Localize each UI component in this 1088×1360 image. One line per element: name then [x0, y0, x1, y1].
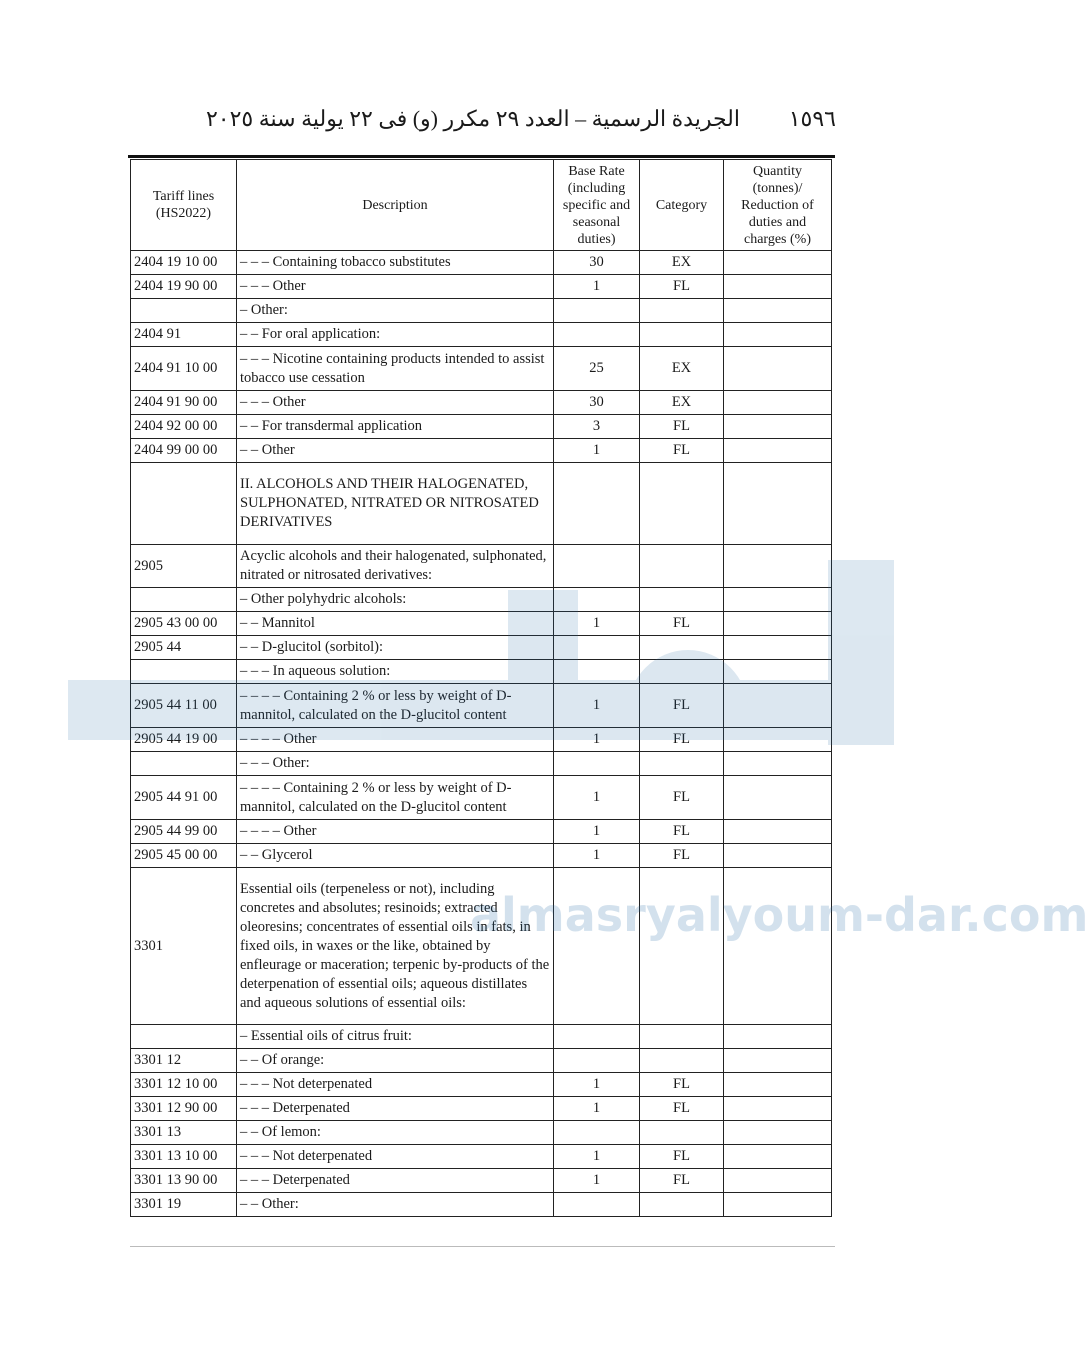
category-cell: FL	[640, 728, 724, 752]
category-cell	[640, 588, 724, 612]
table-row	[131, 323, 832, 347]
category-cell: FL	[640, 612, 724, 636]
category-cell	[640, 1049, 724, 1073]
tariff-code-cell: 2404 91 90 00	[131, 391, 237, 415]
page-header	[130, 106, 836, 140]
base-rate-cell: 1	[554, 728, 640, 752]
quantity-cell	[724, 752, 832, 776]
column-header-description: Description	[237, 160, 554, 251]
quantity-cell	[724, 1145, 832, 1169]
base-rate-cell	[554, 1193, 640, 1217]
footer-rule	[130, 1246, 835, 1247]
category-cell	[640, 752, 724, 776]
description-cell: – – – Other:	[237, 752, 554, 776]
tariff-code-cell	[131, 299, 237, 323]
table-row	[131, 844, 832, 868]
base-rate-cell: 1	[554, 439, 640, 463]
base-rate-cell: 3	[554, 415, 640, 439]
tariff-table-body	[131, 251, 832, 1217]
description-cell: – – – Other	[237, 275, 554, 299]
category-cell	[640, 636, 724, 660]
table-row	[131, 728, 832, 752]
table-row	[131, 299, 832, 323]
table-row	[131, 391, 832, 415]
base-rate-cell	[554, 299, 640, 323]
category-cell: EX	[640, 347, 724, 391]
category-cell	[640, 299, 724, 323]
tariff-code-cell	[131, 1025, 237, 1049]
table-row	[131, 347, 832, 391]
base-rate-cell	[554, 463, 640, 545]
base-rate-cell: 1	[554, 776, 640, 820]
description-cell: – Essential oils of citrus fruit:	[237, 1025, 554, 1049]
quantity-cell	[724, 1073, 832, 1097]
category-cell	[640, 545, 724, 588]
table-row	[131, 545, 832, 588]
description-cell: – – – – Containing 2 % or less by weight of D-mannitol, calculated on the D-glucitol content	[237, 776, 554, 820]
tariff-code-cell: 2404 99 00 00	[131, 439, 237, 463]
description-cell: Acyclic alcohols and their halogenated, sulphonated, nitrated or nitrosated derivatives:	[237, 545, 554, 588]
category-cell: FL	[640, 1097, 724, 1121]
base-rate-cell	[554, 1025, 640, 1049]
quantity-cell	[724, 347, 832, 391]
description-cell: – – – – Other	[237, 728, 554, 752]
table-row	[131, 1025, 832, 1049]
tariff-code-cell	[131, 752, 237, 776]
quantity-cell	[724, 776, 832, 820]
table-row	[131, 439, 832, 463]
tariff-code-cell: 2404 19 10 00	[131, 251, 237, 275]
description-cell: II. ALCOHOLS AND THEIR HALOGENATED, SULPHONATED, NITRATED OR NITROSATED DERIVATIVES	[237, 463, 554, 545]
quantity-cell	[724, 439, 832, 463]
description-cell: – – Mannitol	[237, 612, 554, 636]
tariff-code-cell: 2905 44 91 00	[131, 776, 237, 820]
quantity-cell	[724, 588, 832, 612]
description-cell: – – Other	[237, 439, 554, 463]
tariff-code-cell: 2905 45 00 00	[131, 844, 237, 868]
base-rate-cell: 30	[554, 251, 640, 275]
quantity-cell	[724, 1049, 832, 1073]
base-rate-cell: 1	[554, 275, 640, 299]
base-rate-cell: 1	[554, 1097, 640, 1121]
category-cell: FL	[640, 820, 724, 844]
tariff-code-cell: 3301 12	[131, 1049, 237, 1073]
description-cell: – – – Deterpenated	[237, 1169, 554, 1193]
table-row	[131, 1049, 832, 1073]
category-cell: FL	[640, 776, 724, 820]
description-cell: – – – Not deterpenated	[237, 1073, 554, 1097]
category-cell	[640, 1193, 724, 1217]
category-cell	[640, 1025, 724, 1049]
column-header-quantity: Quantity (tonnes)/ Reduction of duties and charges (%)	[724, 160, 832, 251]
tariff-code-cell: 2404 91 10 00	[131, 347, 237, 391]
base-rate-cell: 1	[554, 1073, 640, 1097]
tariff-code-cell: 2404 92 00 00	[131, 415, 237, 439]
quantity-cell	[724, 323, 832, 347]
category-cell	[640, 463, 724, 545]
description-cell: – – D-glucitol (sorbitol):	[237, 636, 554, 660]
table-row	[131, 275, 832, 299]
quantity-cell	[724, 391, 832, 415]
description-cell: – – For oral application:	[237, 323, 554, 347]
category-cell: FL	[640, 844, 724, 868]
quantity-cell	[724, 868, 832, 1025]
tariff-code-cell: 3301 12 10 00	[131, 1073, 237, 1097]
quantity-cell	[724, 1193, 832, 1217]
description-cell: – – – Deterpenated	[237, 1097, 554, 1121]
tariff-code-cell	[131, 588, 237, 612]
tariff-code-cell: 3301	[131, 868, 237, 1025]
quantity-cell	[724, 545, 832, 588]
description-cell: – – Other:	[237, 1193, 554, 1217]
quantity-cell	[724, 728, 832, 752]
watermark-url: almasryalyoum-dar.com	[470, 888, 1088, 942]
table-row	[131, 1169, 832, 1193]
tariff-code-cell: 3301 13 90 00	[131, 1169, 237, 1193]
table-row	[131, 1121, 832, 1145]
category-cell: FL	[640, 439, 724, 463]
quantity-cell	[724, 684, 832, 728]
base-rate-cell: 1	[554, 844, 640, 868]
table-row	[131, 251, 832, 275]
quantity-cell	[724, 612, 832, 636]
tariff-code-cell: 3301 13 10 00	[131, 1145, 237, 1169]
quantity-cell	[724, 820, 832, 844]
base-rate-cell	[554, 868, 640, 1025]
base-rate-cell	[554, 1049, 640, 1073]
quantity-cell	[724, 1121, 832, 1145]
description-cell: – – – Nicotine containing products intended to assist tobacco use cessation	[237, 347, 554, 391]
tariff-code-cell: 2404 91	[131, 323, 237, 347]
page-number: ١٥٩٦	[788, 106, 836, 131]
description-cell: – – For transdermal application	[237, 415, 554, 439]
category-cell: FL	[640, 1073, 724, 1097]
tariff-code-cell	[131, 463, 237, 545]
column-header-tariff-lines: Tariff lines (HS2022)	[131, 160, 237, 251]
table-row	[131, 776, 832, 820]
category-cell: FL	[640, 1145, 724, 1169]
base-rate-cell: 1	[554, 820, 640, 844]
category-cell	[640, 323, 724, 347]
quantity-cell	[724, 275, 832, 299]
tariff-code-cell: 3301 13	[131, 1121, 237, 1145]
column-header-category: Category	[640, 160, 724, 251]
quantity-cell	[724, 299, 832, 323]
quantity-cell	[724, 844, 832, 868]
base-rate-cell	[554, 752, 640, 776]
base-rate-cell	[554, 1121, 640, 1145]
category-cell	[640, 868, 724, 1025]
tariff-code-cell: 2905 44	[131, 636, 237, 660]
table-row	[131, 1145, 832, 1169]
description-cell: – – Of orange:	[237, 1049, 554, 1073]
quantity-cell	[724, 1025, 832, 1049]
description-cell: – – – In aqueous solution:	[237, 660, 554, 684]
description-cell: – – – – Other	[237, 820, 554, 844]
tariff-code-cell: 2905 44 11 00	[131, 684, 237, 728]
category-cell: FL	[640, 684, 724, 728]
table-row	[131, 415, 832, 439]
tariff-code-cell: 3301 19	[131, 1193, 237, 1217]
quantity-cell	[724, 1169, 832, 1193]
description-cell: – – – Containing tobacco substitutes	[237, 251, 554, 275]
description-cell: – – – – Containing 2 % or less by weight of D-mannitol, calculated on the D-glucitol content	[237, 684, 554, 728]
table-row	[131, 820, 832, 844]
tariff-code-cell: 2905 43 00 00	[131, 612, 237, 636]
quantity-cell	[724, 415, 832, 439]
base-rate-cell	[554, 323, 640, 347]
tariff-code-cell: 2404 19 90 00	[131, 275, 237, 299]
tariff-code-cell: 3301 12 90 00	[131, 1097, 237, 1121]
category-cell: FL	[640, 275, 724, 299]
base-rate-cell	[554, 545, 640, 588]
description-cell: – – Glycerol	[237, 844, 554, 868]
table-row	[131, 684, 832, 728]
table-row	[131, 636, 832, 660]
table-row	[131, 1193, 832, 1217]
description-cell: – – Of lemon:	[237, 1121, 554, 1145]
quantity-cell	[724, 636, 832, 660]
table-row	[131, 1073, 832, 1097]
category-cell: EX	[640, 391, 724, 415]
base-rate-cell	[554, 588, 640, 612]
table-row	[131, 463, 832, 545]
base-rate-cell: 25	[554, 347, 640, 391]
tariff-code-cell: 2905 44 99 00	[131, 820, 237, 844]
tariff-table	[130, 159, 832, 1217]
table-row	[131, 868, 832, 1025]
description-cell: – – – Not deterpenated	[237, 1145, 554, 1169]
category-cell: FL	[640, 415, 724, 439]
quantity-cell	[724, 1097, 832, 1121]
table-row	[131, 588, 832, 612]
table-row	[131, 752, 832, 776]
table-row	[131, 660, 832, 684]
category-cell: FL	[640, 1169, 724, 1193]
table-row	[131, 1097, 832, 1121]
category-cell: EX	[640, 251, 724, 275]
base-rate-cell: 1	[554, 1169, 640, 1193]
base-rate-cell	[554, 636, 640, 660]
base-rate-cell: 30	[554, 391, 640, 415]
table-row	[131, 612, 832, 636]
description-cell: Essential oils (terpeneless or not), including concretes and absolutes; resinoids; extracted oleoresins; concentrates of essential oils in fats, in fixed oils, in waxes or the like, obtained by enfleurage or maceration; terpenic by-products of the deterpenation of essential oils; aqueous distillates and aqueous solutions of essential oils:	[237, 868, 554, 1025]
description-cell: – Other:	[237, 299, 554, 323]
gazette-title: الجريدة الرسمية – العدد ٢٩ مكرر (و) فى ٢٢ يولية سنة ٢٠٢٥	[205, 106, 740, 131]
table-header-row	[131, 160, 832, 251]
category-cell	[640, 660, 724, 684]
description-cell: – Other polyhydric alcohols:	[237, 588, 554, 612]
quantity-cell	[724, 660, 832, 684]
quantity-cell	[724, 251, 832, 275]
base-rate-cell	[554, 660, 640, 684]
tariff-code-cell	[131, 660, 237, 684]
tariff-code-cell: 2905	[131, 545, 237, 588]
base-rate-cell: 1	[554, 684, 640, 728]
tariff-code-cell: 2905 44 19 00	[131, 728, 237, 752]
column-header-base-rate: Base Rate (including specific and seasonal duties)	[554, 160, 640, 251]
base-rate-cell: 1	[554, 1145, 640, 1169]
base-rate-cell: 1	[554, 612, 640, 636]
quantity-cell	[724, 463, 832, 545]
category-cell	[640, 1121, 724, 1145]
header-rule	[128, 155, 835, 158]
description-cell: – – – Other	[237, 391, 554, 415]
